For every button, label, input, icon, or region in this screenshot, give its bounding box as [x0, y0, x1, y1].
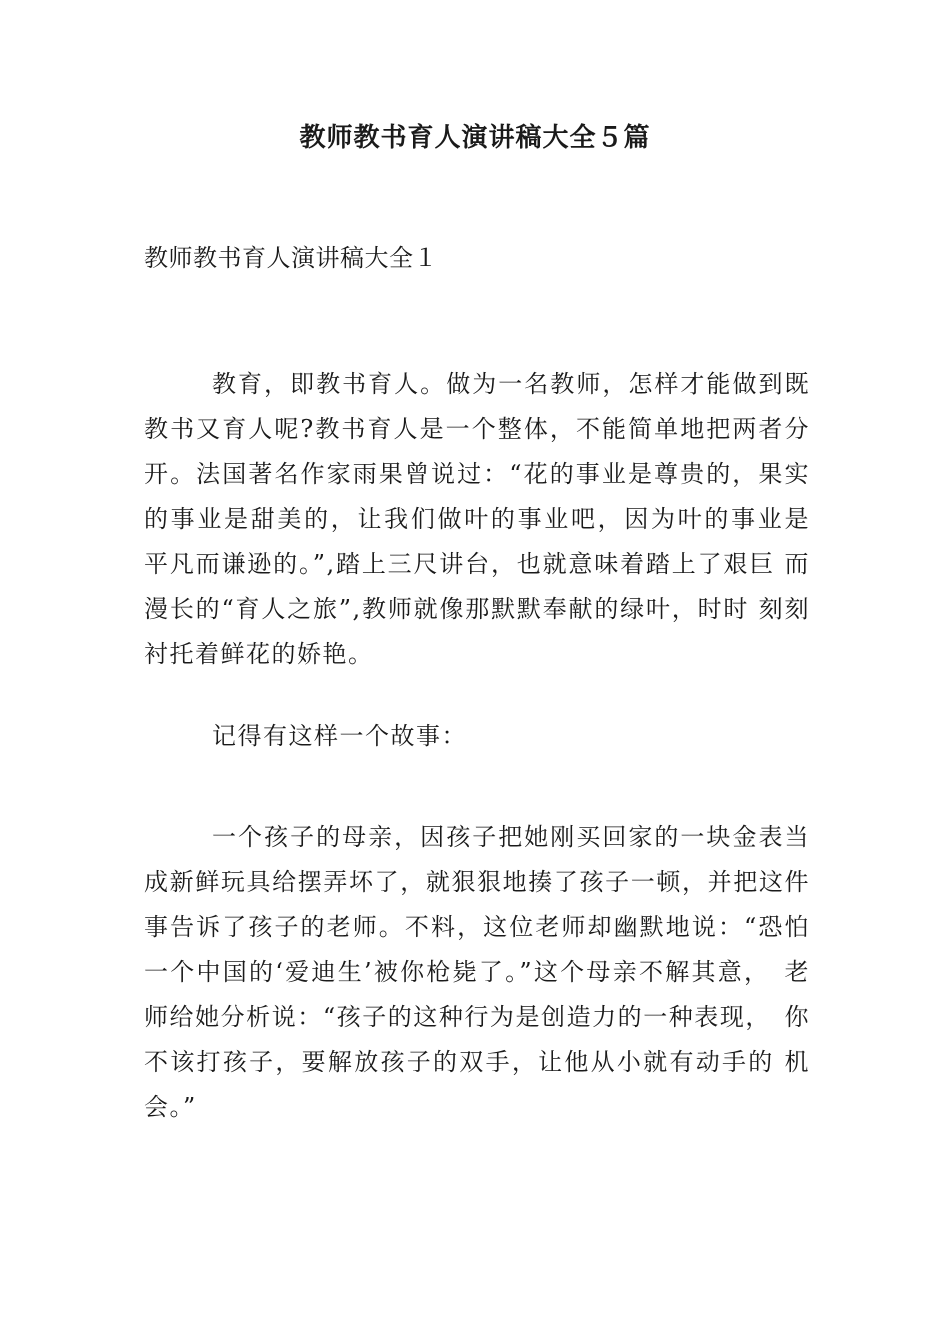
paragraph-story-lead: 记得有这样一个故事：	[212, 722, 467, 750]
section-heading: 教师教书育人演讲稿大全１	[144, 244, 438, 272]
document-title: 教师教书育人演讲稿大全５篇	[299, 123, 651, 153]
paragraph-intro: 教育，即教书育人。做为一名教师，怎样才能做到既 教书又育人呢?教书育人是一个整体，不能简单地把两者分 开。法国著名作家雨果曾说过：“花的事业是尊贵的，果实 的事业是甜美的，让我们做叶的事业吧，因为叶的事业是 平凡而谦逊的。”,踏上三尺讲台，也就意味着踏上了艰巨 而漫长的“育人之旅”,教师就像那默默奉献的绿叶，时时 刻刻衬托着鲜花的娇艳。	[144, 370, 810, 668]
paragraph-story: 一个孩子的母亲，因孩子把她刚买回家的一块金表当成新鲜玩具给摆弄坏了，就狠狠地揍了孩子一顿，并把这件事告诉了孩子的老师。不料，这位老师却幽默地说：“恐怕一个中国的‘爱迪生’被你枪毙了。”这个母亲不解其意， 老师给她分析说：“孩子的这种行为是创造力的一种表现， 你不该打孩子，要解放孩子的双手，让他从小就有动手的 机会。”	[144, 823, 810, 1121]
